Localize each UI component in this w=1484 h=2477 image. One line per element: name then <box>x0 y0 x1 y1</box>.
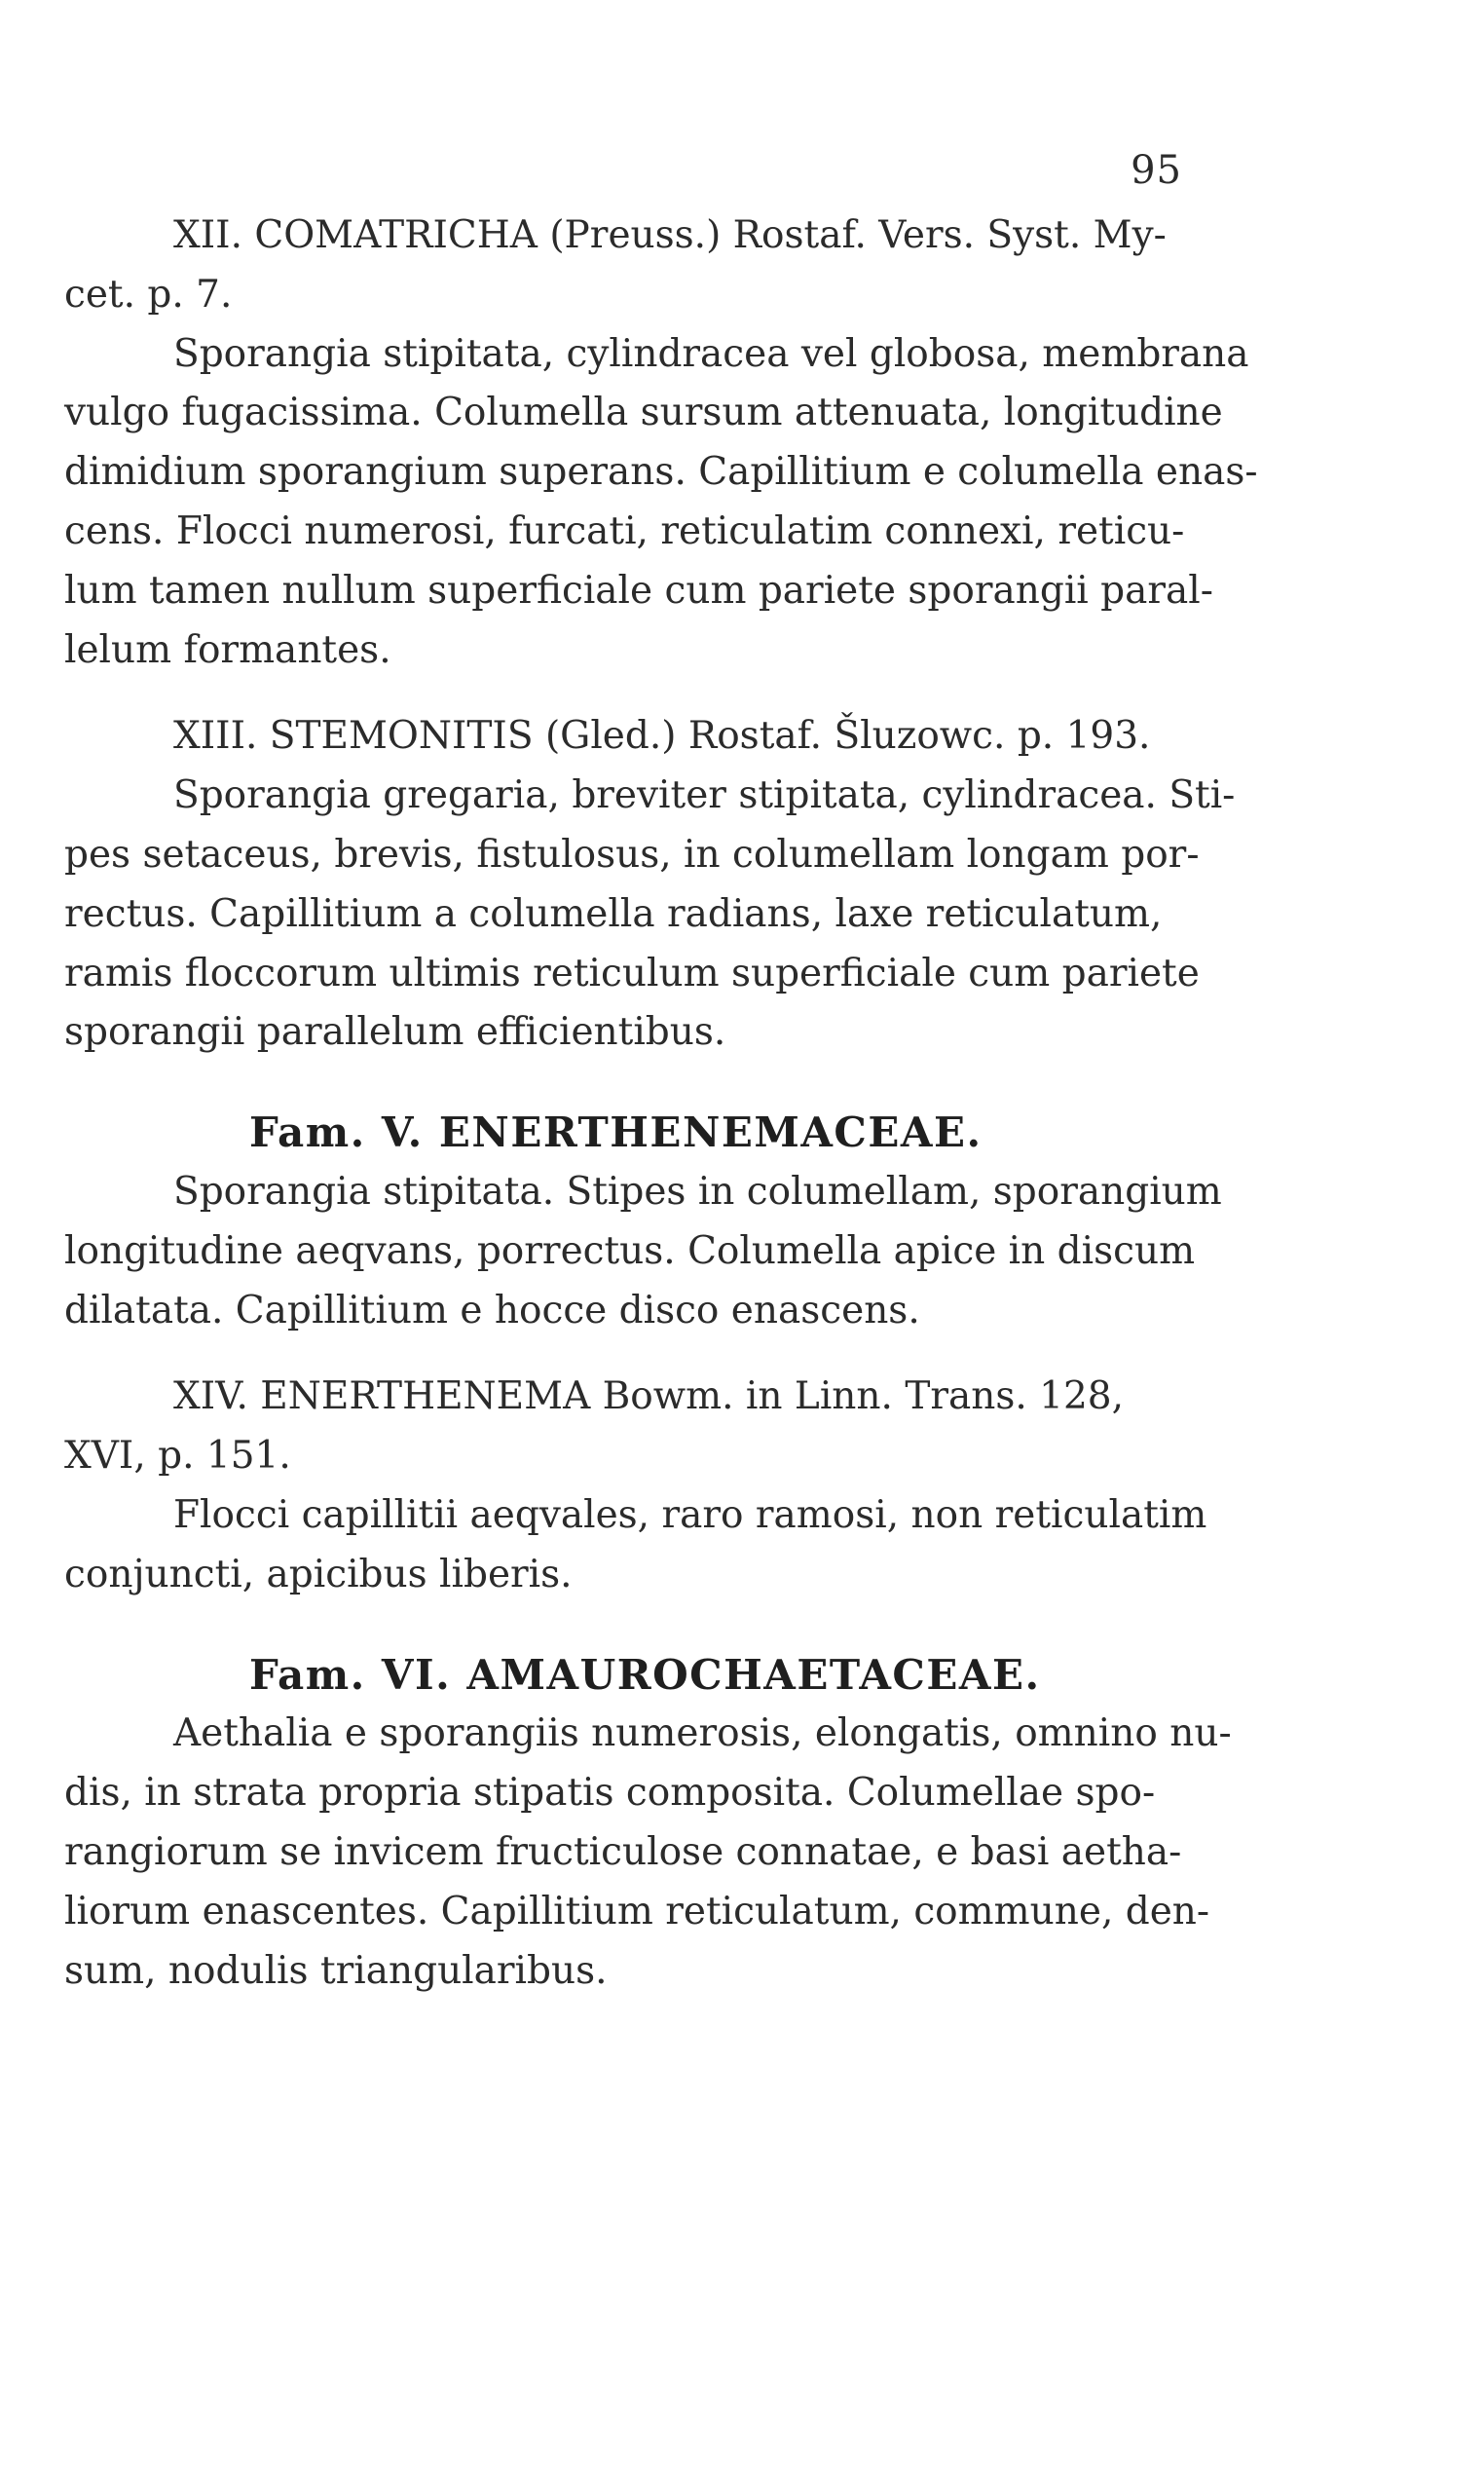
text-line: dimidium sporangium superans. Capillitium e columella enas- <box>64 450 1258 495</box>
text-line: liorum enascentes. Capillitium reticulatum, commune, den- <box>64 1889 1210 1933</box>
text-line: Aethalia e sporangiis numerosis, elongatis, omnino nu- <box>173 1711 1232 1756</box>
text-line: longitudine aeqvans, porrectus. Columella apice in discum <box>64 1228 1196 1273</box>
text-line: Sporangia gregaria, breviter stipitata, cylindracea. Sti- <box>173 773 1236 818</box>
text-line: vulgo fugacissima. Columella sursum attenuata, longitudine <box>64 391 1223 435</box>
text-line: lelum formantes. <box>64 627 391 672</box>
text-line: XVI, p. 151. <box>64 1434 291 1479</box>
family-heading-amaurochaetaceae: Fam. VI. AMAUROCHAETACEAE. <box>249 1650 1041 1699</box>
text-line: sum, nodulis triangularibus. <box>64 1948 608 1993</box>
text-line: Sporangia stipitata, cylindracea vel globosa, membrana <box>173 331 1249 376</box>
text-line: dilatata. Capillitium e hocce disco enascens. <box>64 1288 920 1332</box>
page-number: 95 <box>1131 148 1182 193</box>
text-line: conjuncti, apicibus liberis. <box>64 1552 573 1596</box>
text-line: Flocci capillitii aeqvales, raro ramosi, non reticulatim <box>173 1492 1207 1537</box>
text-line: ramis floccorum ultimis reticulum superficiale cum pariete <box>64 951 1200 995</box>
text-line: cens. Flocci numerosi, furcati, reticulatim connexi, reticu- <box>64 508 1185 553</box>
genus-heading-stemonitis: XIII. STEMONITIS (Gled.) Rostaf. Šluzowc. p. 193. <box>173 714 1151 759</box>
genus-heading-enerthenema: XIV. ENERTHENEMA Bowm. in Linn. Trans. 128, <box>173 1374 1124 1419</box>
genus-heading-comatricha: XII. COMATRICHA (Preuss.) Rostaf. Vers. Syst. My- <box>173 213 1167 257</box>
text-line: rectus. Capillitium a columella radians, laxe reticulatum, <box>64 891 1163 936</box>
family-heading-enerthenemaceae: Fam. V. ENERTHENEMACEAE. <box>249 1108 983 1157</box>
text-line: Sporangia stipitata. Stipes in columellam, sporangium <box>173 1169 1222 1214</box>
page-body <box>64 206 1258 2001</box>
text-line: cet. p. 7. <box>64 272 233 317</box>
text-line: dis, in strata propria stipatis composita. Columellae spo- <box>64 1771 1156 1816</box>
text-line: pes setaceus, brevis, fistulosus, in columellam longam por- <box>64 832 1200 877</box>
text-line: lum tamen nullum superficiale cum pariete sporangii paral- <box>64 568 1213 613</box>
text-line: rangiorum se invicem fructiculose connatae, e basi aetha- <box>64 1829 1182 1874</box>
text-line: sporangii parallelum efficientibus. <box>64 1010 726 1055</box>
